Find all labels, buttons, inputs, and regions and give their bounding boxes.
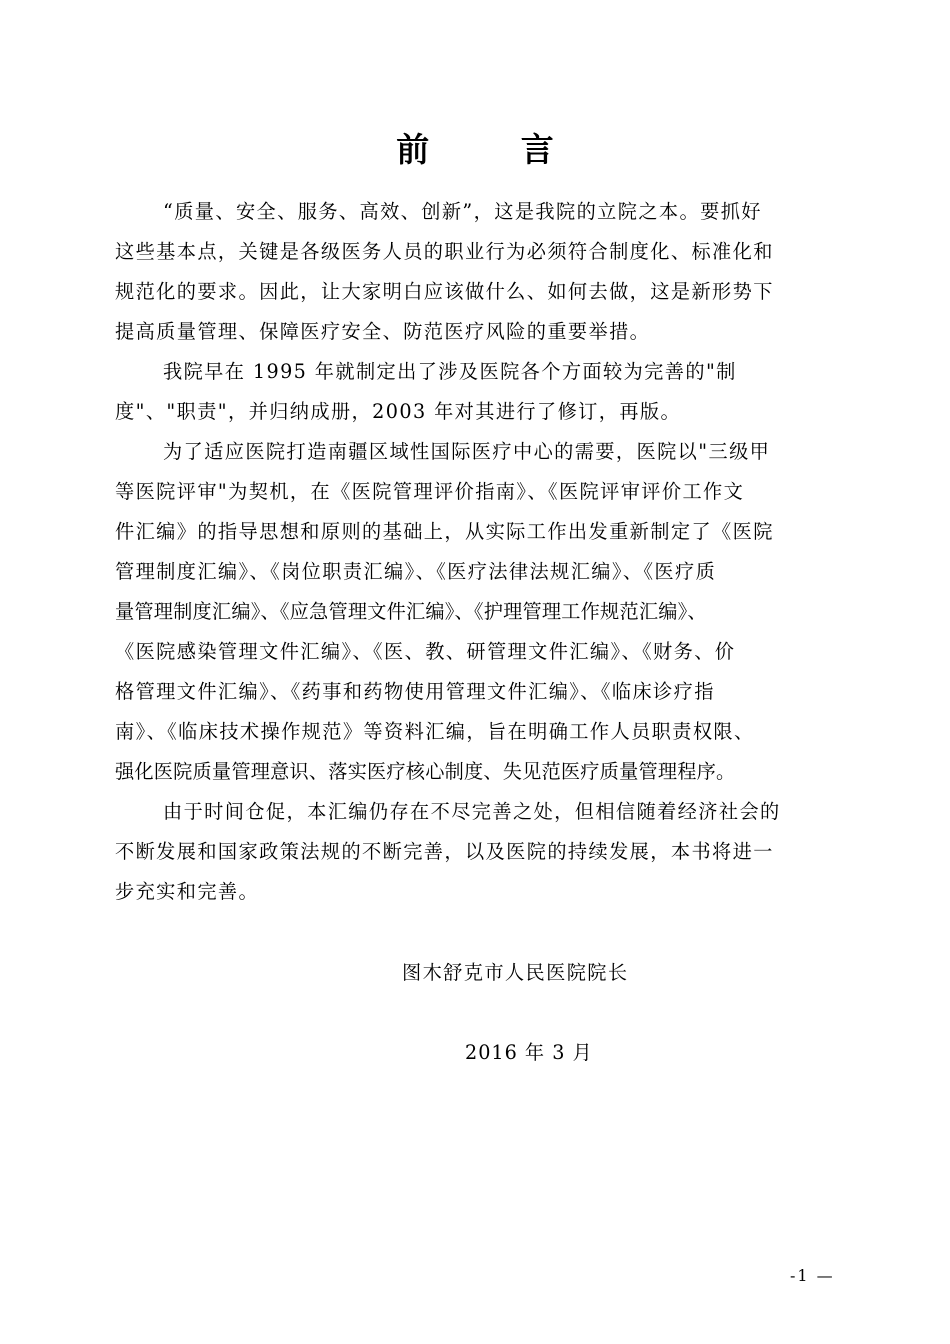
text-line: 管理制度汇编》、《岗位职责汇编》、《医疗法律法规汇编》、《医疗质: [115, 560, 717, 583]
text-line: 为了适应医院打造南疆区域性国际医疗中心的需要，医院以"三级甲: [163, 440, 771, 463]
text-line: “质量、安全、服务、高效、创新”，这是我院的立院之本。要抓好: [163, 200, 762, 223]
text-line: 量管理制度汇编》、《应急管理文件汇编》、《护理管理工作规范汇编》、: [115, 600, 707, 623]
text-line: 规范化的要求。因此，让大家明白应该做什么、如何去做，这是新形势下: [115, 280, 774, 303]
text-line: 提高质量管理、保障医疗安全、防范医疗风险的重要举措。: [115, 320, 651, 343]
page-title: 前 言: [396, 130, 594, 169]
text-line: 我院早在 1995 年就制定出了涉及医院各个方面较为完善的"制: [163, 360, 737, 383]
page-number: -1 —: [790, 1266, 835, 1285]
date: 2016 年 3 月: [465, 1041, 593, 1064]
text-line: 件汇编》的指导思想和原则的基础上，从实际工作出发重新制定了《医院: [115, 520, 774, 543]
text-line: 格管理文件汇编》、《药事和药物使用管理文件汇编》、《临床诊疗指: [115, 680, 715, 703]
text-line: 这些基本点，关键是各级医务人员的职业行为必须符合制度化、标准化和: [115, 240, 774, 263]
text-line: 等医院评审"为契机，在《医院管理评价指南》、《医院评审评价工作文: [115, 480, 745, 503]
text-line: 由于时间仓促，本汇编仍存在不尽完善之处，但相信随着经济社会的: [163, 800, 781, 823]
text-line: 《医院感染管理文件汇编》、《医、教、研管理文件汇编》、《财务、价: [115, 640, 736, 663]
text-line: 步充实和完善。: [115, 880, 260, 903]
text-line: 南》、《临床技术操作规范》等资料汇编，旨在明确工作人员职责权限、: [115, 720, 755, 743]
text-line: 度"、"职责"，并归纳成册，2003 年对其进行了修订，再版。: [115, 400, 682, 423]
text-line: 强化医院质量管理意识、落实医疗核心制度、失见范医疗质量管理程序。: [115, 760, 736, 783]
signature: 图木舒克市人民医院院长: [402, 961, 629, 984]
text-line: 不断发展和国家政策法规的不断完善，以及医院的持续发展，本书将进一: [115, 840, 774, 863]
